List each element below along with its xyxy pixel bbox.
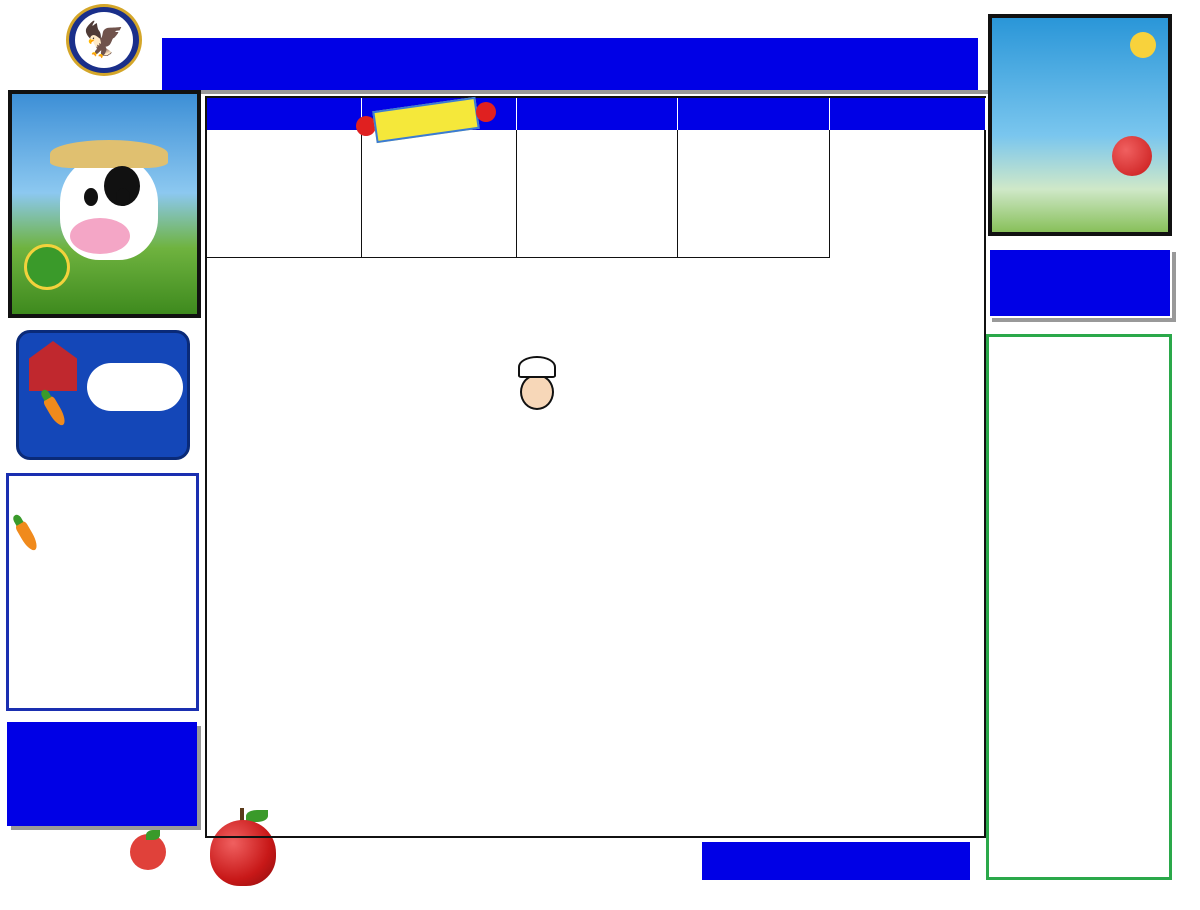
school-eagle-logo (66, 4, 142, 76)
note-picture-row (15, 508, 190, 552)
day-header-monday (207, 98, 362, 130)
carrot-icon (42, 394, 68, 428)
menu-day-cell (517, 130, 678, 258)
day-header-thursday (678, 98, 830, 130)
proud-to-manage-banner (988, 14, 1172, 236)
notes-box (6, 473, 199, 711)
food-service-director-box (7, 722, 197, 826)
fruit-icon (1112, 136, 1152, 176)
page-title-bar (162, 38, 988, 90)
calvin-badge (24, 244, 70, 290)
menu-day-cell (678, 130, 830, 258)
eagle-icon: 🦅 (75, 12, 133, 68)
chef-icon (512, 356, 562, 414)
nutrition-group-logo (18, 830, 178, 902)
back-to-school-badge (356, 100, 496, 140)
menu-subject-to-change (702, 842, 970, 880)
farm-to-fork-logo (16, 330, 190, 460)
day-header-wednesday (517, 98, 678, 130)
barn-icon (29, 341, 77, 391)
menu-day-cell (207, 130, 362, 258)
back-to-school-text (372, 97, 479, 143)
choices-box (986, 334, 1172, 880)
day-header-friday (830, 98, 986, 130)
farm-to-fork-nutrition-logo (87, 363, 183, 411)
sun-icon (1130, 32, 1156, 58)
apple-icon (476, 102, 496, 122)
lunch-prices-box (988, 248, 1172, 318)
farm-fresh-image (8, 90, 201, 318)
carrot-icon (14, 519, 40, 553)
menu-calendar (205, 96, 986, 838)
menu-day-cell (362, 130, 517, 258)
wellness-wednesday-badge (512, 356, 682, 418)
